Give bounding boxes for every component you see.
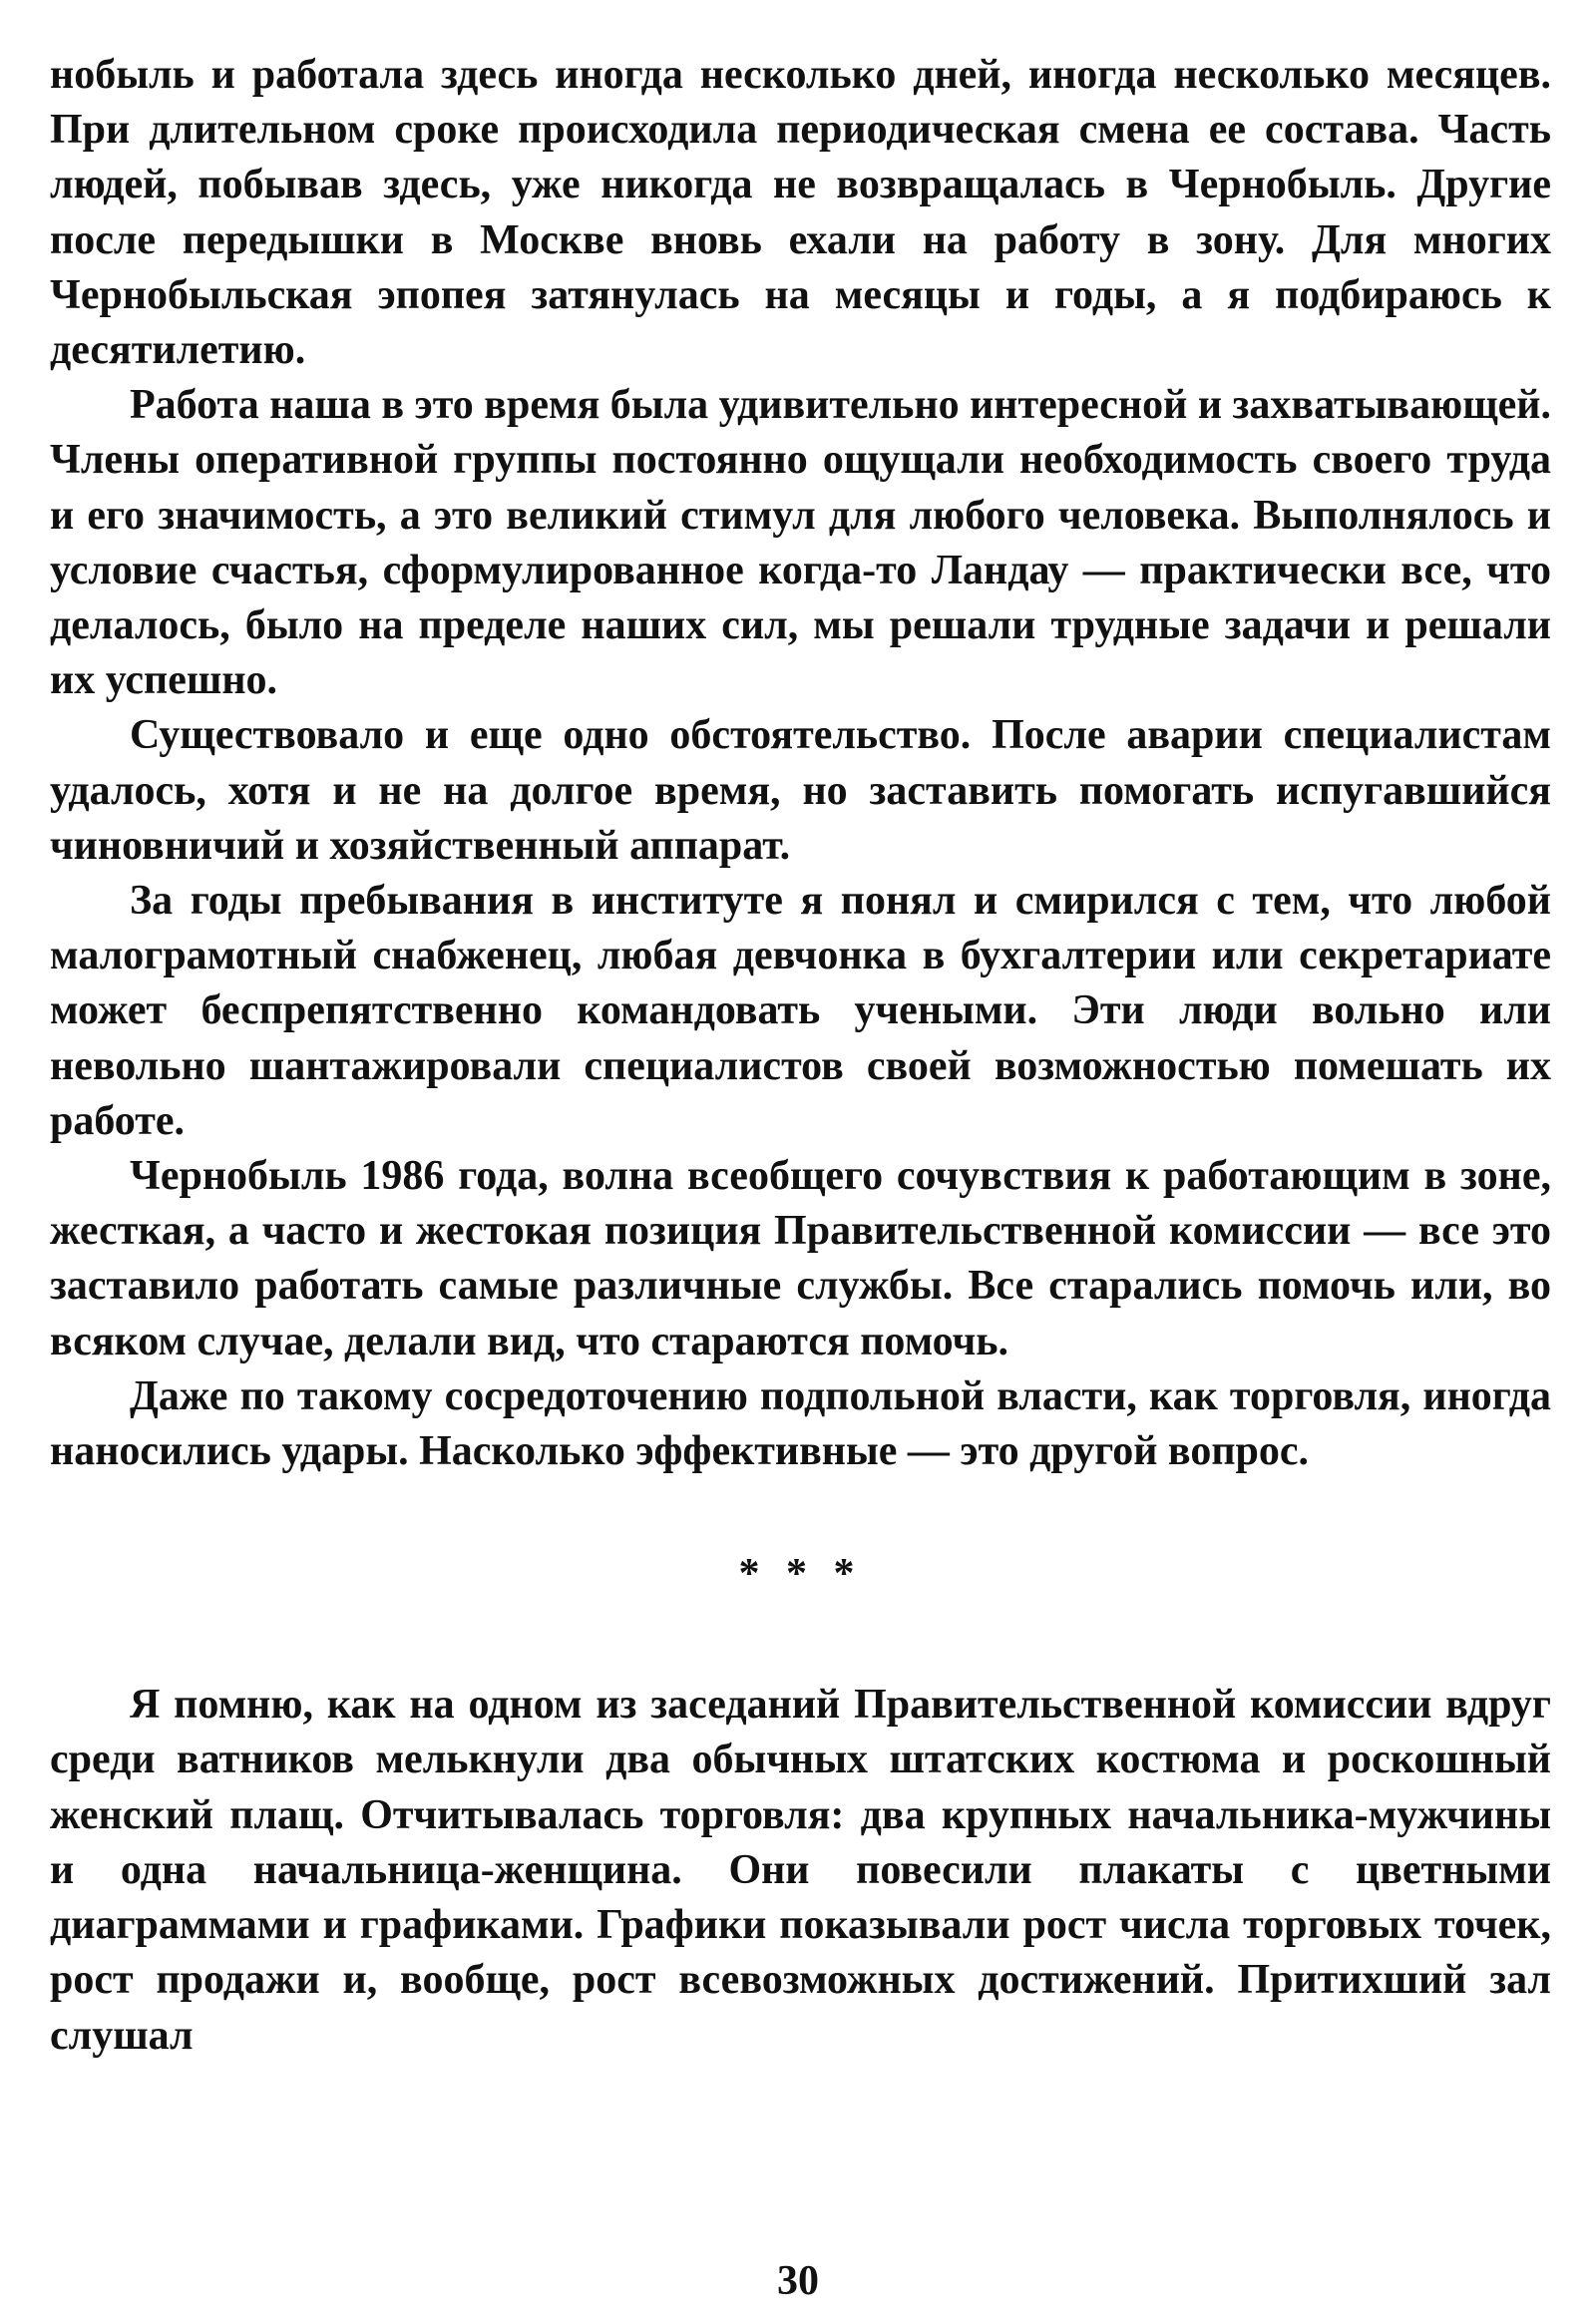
section-separator: * * * bbox=[738, 1551, 863, 1598]
paragraph-4: За годы пребывания в институте я понял и смирился с тем, что любой малограмотный снабженец, любая девчонка в бухгалтерии или секретариате может беспрепятственно командовать учеными. Эти люди вольно или невольно шантажировали специалистов своей возможностью помешать их работе. bbox=[50, 878, 1551, 1144]
paragraph-5: Чернобыль 1986 года, волна всеобщего сочувствия к работающим в зоне, жесткая, а часто и жестокая позиция Правительственной комиссии — все это заставило работать самые различные службы. Все старались помочь или, во всяком случае, делали вид, что стараются помочь. bbox=[50, 1153, 1551, 1364]
page-number: 30 bbox=[777, 2258, 819, 2304]
paragraph-2: Работа наша в это время была удивительно интересной и захватывающей. Члены оперативной группы постоянно ощущали необходимость своего труда и его значимость, а это великий стимул для любого человека. Выполнялось и условие счастья, сформулированное когда-то Ландау — практически все, что делалось, было на пределе наших сил, мы решали трудные задачи и решали их успешно. bbox=[50, 382, 1551, 704]
paragraph-3: Существовало и еще одно обстоятельство. После аварии специалистам удалось, хотя и не на долгое время, но заставить помогать испугавшийся чиновничий и хозяйственный аппарат. bbox=[50, 712, 1551, 869]
paragraph-6: Даже по такому сосредоточению подпольной власти, как торговля, иногда наносились удары. Насколько эффективные — это другой вопрос. bbox=[50, 1372, 1551, 1475]
paragraph-1: нобыль и работала здесь иногда несколько дней, иногда несколько месяцев. При длительном сроке происходила периодическая смена ее состава. Часть людей, побывав здесь, уже никогда не возвращалась в Чернобыль. Другие после передышки в Москве вновь ехали на работу в зону. Для многих Чернобыльская эпопея затянулась на месяцы и годы, а я подбираюсь к десятилетию. bbox=[50, 52, 1551, 374]
paragraph-7: Я помню, как на одном из заседаний Правительственной комиссии вдруг среди ватников мелькнули два обычных штатских костюма и роскошный женский плащ. Отчитывалась торговля: два крупных начальника-мужчины и одна начальница-женщина. Они повесили плакаты с цветными диаграммами и графиками. Графики показывали рост числа торговых точек, рост продажи и, вообще, рост всевозможных достижений. Притихший зал слушал bbox=[50, 1682, 1551, 2059]
page-body bbox=[50, 48, 1551, 2282]
